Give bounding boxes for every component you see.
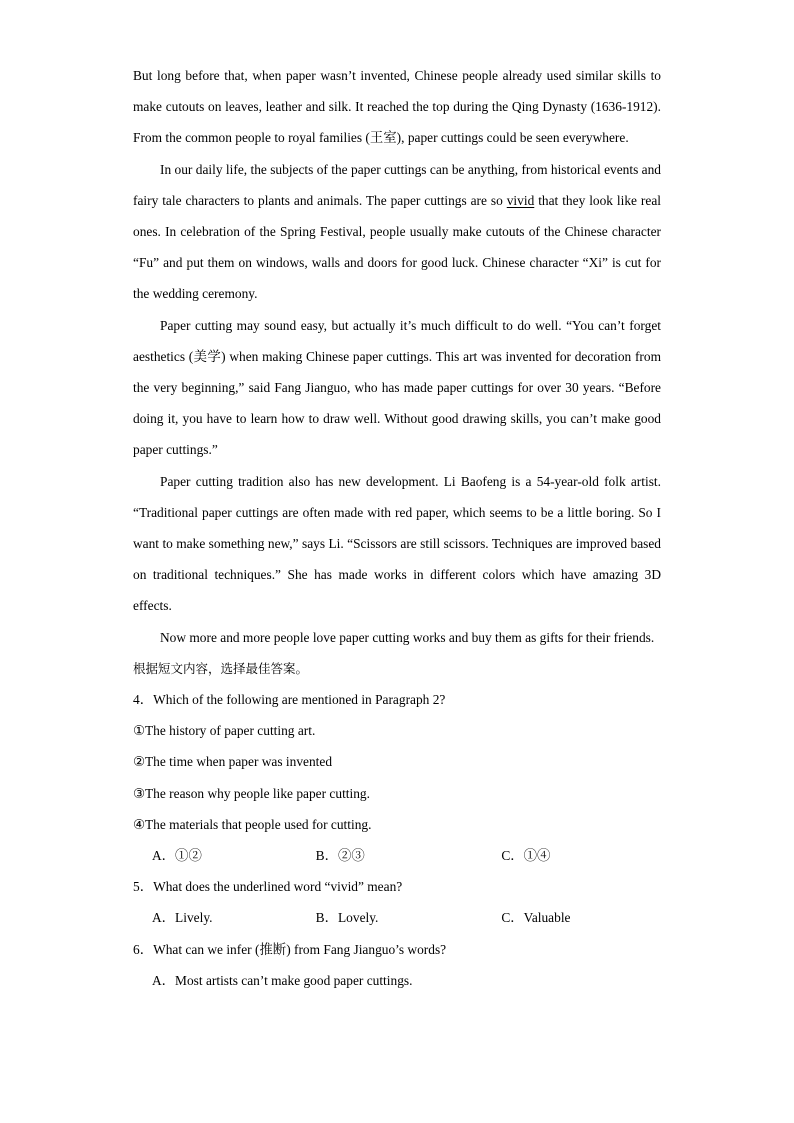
question-5-option-c[interactable]: C．Valuable	[501, 910, 571, 926]
question-6-options	[133, 965, 661, 996]
passage-paragraph-1: But long before that, when paper wasn’t invented, Chinese people already used similar skills to make cutouts on leaves, leather and silk. It reached the top during the Qing Dynasty (1636-1912). From the common people to royal families (王室), paper cuttings could be seen everywhere.	[133, 68, 661, 146]
question-4-stem: 4．Which of the following are mentioned in Paragraph 2?	[133, 692, 446, 708]
question-6-stem: 6．What can we infer (推断) from Fang Jianguo’s words?	[133, 941, 447, 957]
instruction-text: 根据短文内容，选择最佳答案。	[133, 660, 309, 676]
question-4-option-b[interactable]: B．②③	[315, 848, 365, 864]
question-4-option-c[interactable]: C．①④	[501, 848, 551, 864]
question-4-item-2: ②The time when paper was invented	[133, 754, 333, 770]
passage-paragraph-2	[133, 154, 661, 310]
question-4-item-3: ③The reason why people like paper cutting.	[133, 785, 370, 801]
passage-paragraph-4: Paper cutting tradition also has new development. Li Baofeng is a 54-year-old folk artist. “Traditional paper cuttings are often made with red paper, which seems to be a little boring. So I want to make something new,” says Li. “Scissors are still scissors. Techniques are improved based on traditional techniques.” She has made works in different colors which have amazing 3D effects.	[133, 473, 661, 614]
passage-paragraph-5: Now more and more people love paper cutting works and buy them as gifts for their friends.	[160, 629, 655, 645]
passage-paragraph-3: Paper cutting may sound easy, but actually it’s much difficult to do well. “You can’t forget aesthetics (美学) when making Chinese paper cuttings. This art was invented for decoration from the very beginning,” said Fang Jianguo, who has made paper cuttings for over 30 years. “Before doing it, you have to learn how to draw well. Without good drawing skills, you can’t make good paper cuttings.”	[133, 317, 661, 458]
paragraph-2-text-before: In our daily life, the subjects of the paper cuttings can be anything, from historical events and fairy tale characters to plants and animals. The paper cuttings are so	[133, 161, 661, 208]
question-5-options	[133, 902, 661, 933]
question-4-option-a[interactable]: A．①②	[152, 848, 202, 864]
paragraph-2-text-after: that they look like real ones. In celebration of the Spring Festival, people usually make cutouts of the Chinese character “Fu” and put them on windows, walls and doors for good luck. Chinese character “Xi” is cut for the wedding ceremony.	[133, 192, 661, 302]
question-4-item-1: ①The history of paper cutting art.	[133, 723, 316, 739]
document-page	[133, 60, 661, 996]
question-5-stem: 5．What does the underlined word “vivid” mean?	[133, 879, 403, 895]
question-4-options	[133, 840, 661, 871]
question-4-item-4: ④The materials that people used for cutting.	[133, 816, 372, 832]
question-5-option-b[interactable]: B．Lovely.	[315, 910, 379, 926]
question-6-option-a[interactable]: A．Most artists can’t make good paper cuttings.	[152, 972, 413, 988]
underlined-word-vivid: vivid	[506, 192, 535, 208]
question-5-option-a[interactable]: A．Lively.	[152, 910, 213, 926]
